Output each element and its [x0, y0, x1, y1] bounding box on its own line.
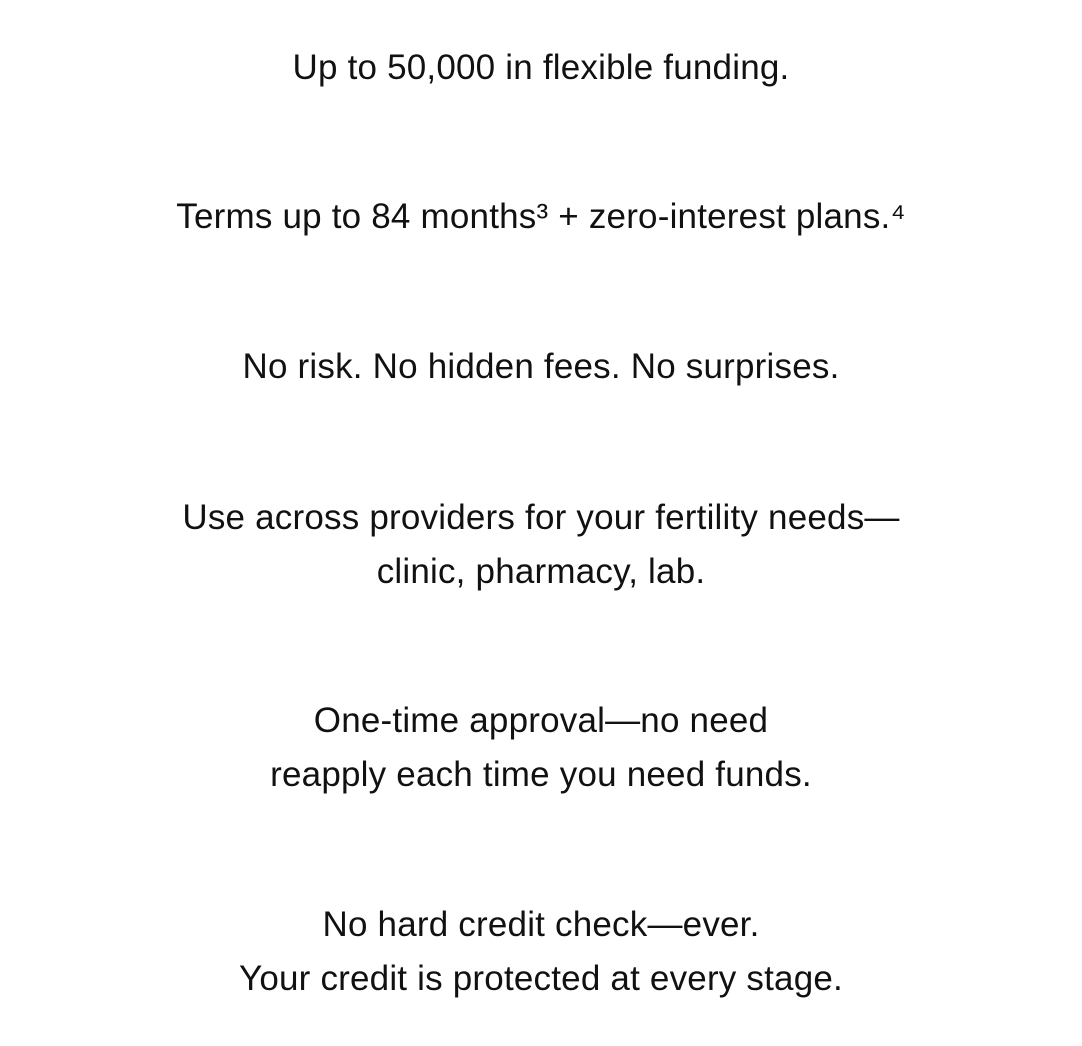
feature-text-line-1: Use across providers for your fertility needs—: [182, 498, 900, 537]
feature-no-risk: [0, 340, 1082, 394]
feature-text: Up to 50,000 in flexible funding.: [292, 48, 790, 87]
feature-text-line-2: reapply each time you need funds.: [270, 755, 812, 794]
feature-funding-amount: [0, 41, 1082, 95]
feature-text: Terms up to 84 months³ + zero-interest plans.⁴: [176, 197, 906, 236]
feature-text: No risk. No hidden fees. No surprises.: [242, 347, 840, 386]
feature-text-line-1: One-time approval—no need: [313, 701, 769, 740]
feature-one-time-approval: [0, 694, 1082, 802]
feature-no-hard-credit-check: [0, 898, 1082, 1006]
feature-text-line-2: Your credit is protected at every stage.: [239, 959, 843, 998]
feature-text-line-1: No hard credit check—ever.: [322, 905, 760, 944]
feature-terms: [0, 190, 1082, 244]
feature-text-line-2: clinic, pharmacy, lab.: [376, 552, 706, 591]
feature-providers: [0, 491, 1082, 599]
